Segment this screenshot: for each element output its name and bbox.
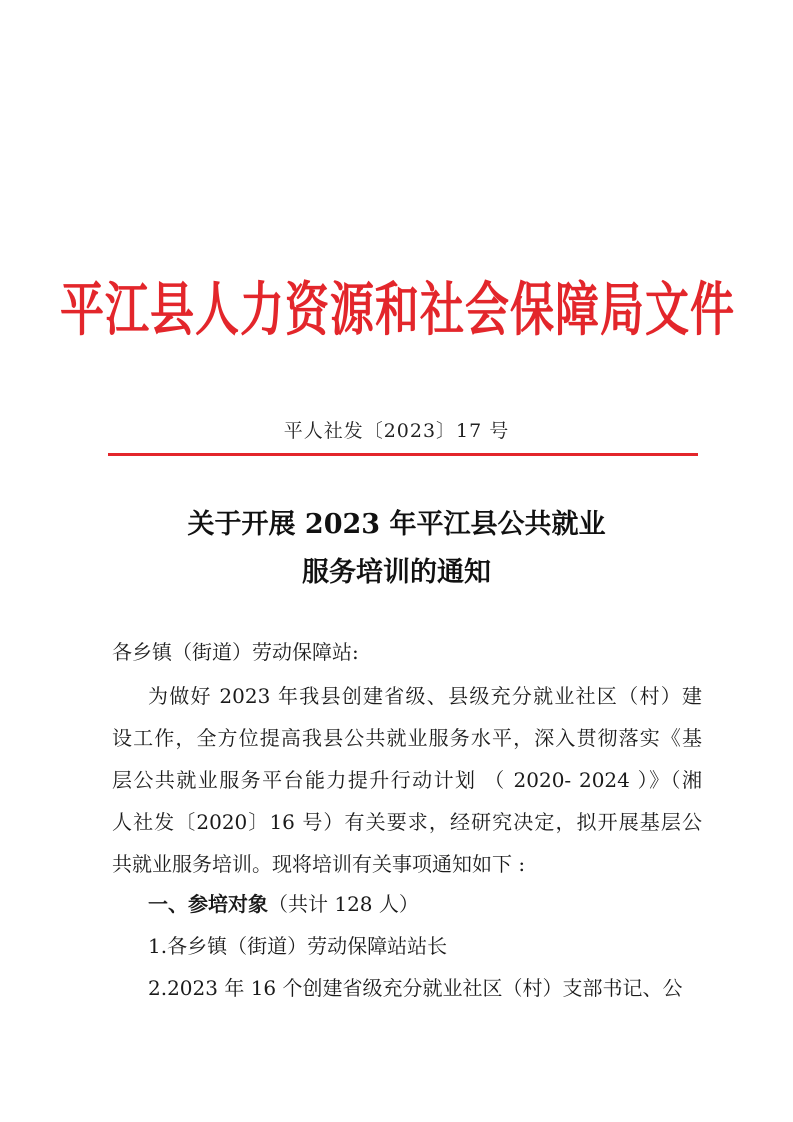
paragraph-line: 层公共就业服务平台能力提升行动计划 （ 2020- 2024 ）》（湘 <box>112 768 702 792</box>
section-heading-text: 一、参培对象 <box>148 892 268 916</box>
list-item: 2.2023 年 16 个创建省级充分就业社区（村）支部书记、公 <box>148 976 683 1000</box>
paragraph-line: 为做好 2023 年我县创建省级、县级充分就业社区（村）建 <box>148 684 702 708</box>
notice-title-line-1: 关于开展 2023 年平江县公共就业 <box>187 509 606 540</box>
section-heading-note: （共计 128 人） <box>268 892 419 916</box>
list-item: 1.各乡镇（街道）劳动保障站站长 <box>148 934 448 958</box>
section-heading <box>148 888 419 917</box>
paragraph-line: 人社发〔2020〕16 号）有关要求，经研究决定，拟开展基层公 <box>112 810 702 834</box>
paragraph-line: 共就业服务培训。现将培训有关事项通知如下 : <box>112 852 526 876</box>
red-divider <box>108 453 698 456</box>
paragraph-line: 设工作，全方位提高我县公共就业服务水平，深入贯彻落实《基 <box>112 726 702 750</box>
salutation: 各乡镇（街道）劳动保障站: <box>112 640 359 664</box>
document-number: 平人社发〔2023〕17 号 <box>283 420 510 442</box>
notice-title-line-2: 服务培训的通知 <box>302 557 491 588</box>
issuer-title: 平江县人力资源和社会保障局文件 <box>60 276 735 344</box>
